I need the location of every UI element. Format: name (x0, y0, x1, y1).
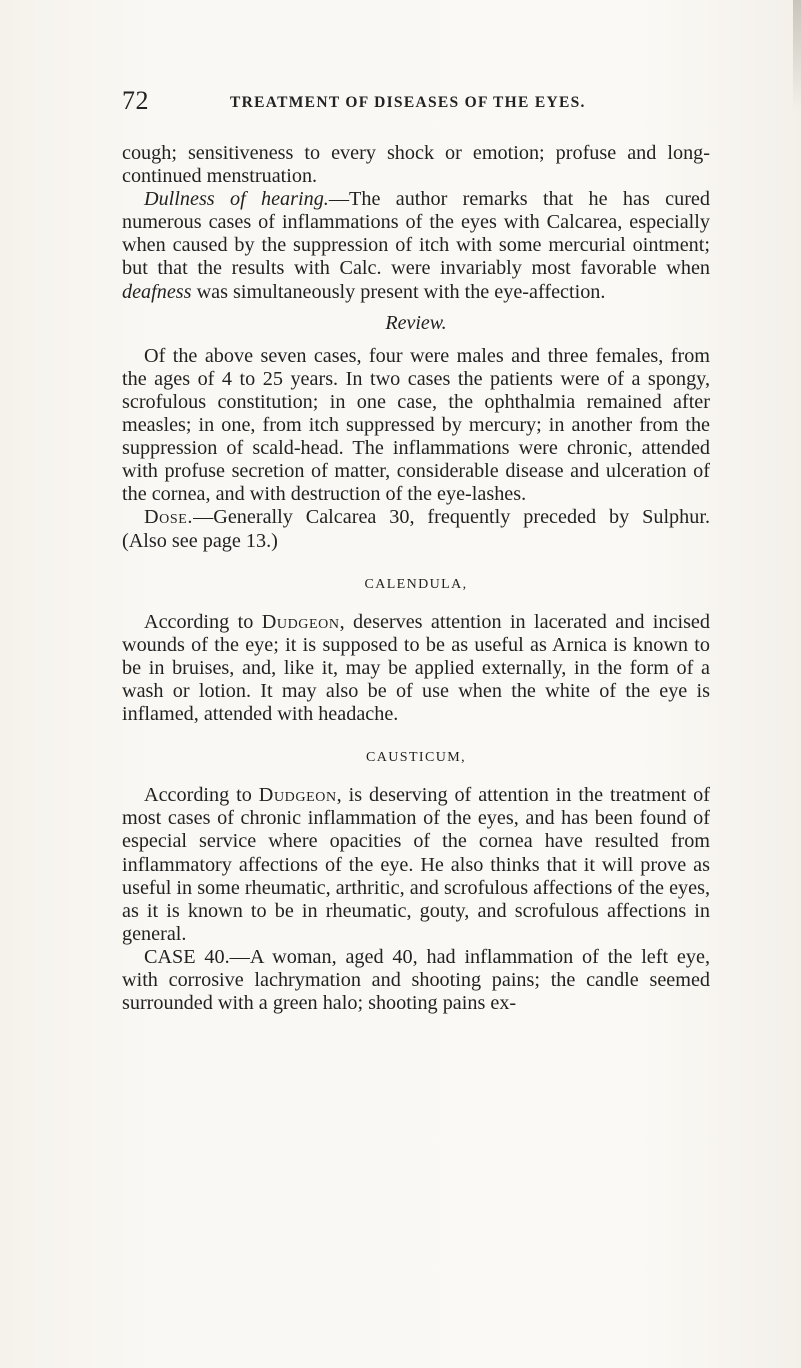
emphasis: deafness (122, 280, 192, 303)
paragraph-label: Dullness of hearing. (144, 188, 329, 211)
paragraph-label: Dose. (144, 506, 194, 529)
paragraph-dullness-of-hearing: Dullness of hearing.—The author remarks that he has cured numerous cases of inflammations of the eyes with Calcarea, especially when caused by the suppression of itch with some mercurial ointment; but that the results with Calc. were invariably most favorable when deafness was simultaneously present with the eye-affection. (122, 188, 710, 303)
page-body (122, 142, 710, 1015)
paragraph-dose: Dose.—Generally Calcarea 30, frequently preceded by Sulphur. (Also see page 13.) (122, 506, 710, 552)
page-header (122, 86, 702, 126)
page-edge-shadow (793, 0, 801, 110)
author-name: Dudgeon (258, 784, 337, 807)
paragraph-case-40: CASE 40.—A woman, aged 40, had inflammation of the left eye, with corrosive lachrymation and shooting pains; the candle seemed surrounded with a green halo; shooting pains ex- (122, 945, 710, 1015)
section-heading-causticum: CAUSTICUM, (366, 750, 466, 766)
running-head: TREATMENT OF DISEASES OF THE EYES. (230, 94, 586, 111)
paragraph-calendula: According to Dudgeon, deserves attention in lacerated and incised wounds of the eye; it is supposed to be as useful as Arnica is known to be in bruises, and, like it, may be applied externally, in the form of a wash or lotion. It may also be of use when the white of the eye is inflamed, attended with headache. (122, 610, 710, 726)
paragraph-causticum: According to Dudgeon, is deserving of attention in the treatment of most cases of chronic inflammation of the eyes, and has been found of especial service where opacities of the cornea have resulted from inflammatory affections of the eye. He also thinks that it will prove as useful in some rheumatic, arthritic, and scrofulous affections of the eyes, as it is known to be in rheumatic, gouty, and scrofulous affections in general. (122, 784, 710, 945)
paragraph-review: Of the above seven cases, four were males and three females, from the ages of 4 to 25 years. In two cases the patients were of a spongy, scrofulous constitution; in one case, the ophthalmia remained after measles; in one, from itch suppressed by mercury; in another from the suppression of scald-head. The inflammations were chronic, attended with profuse secretion of matter, considerable disease and ulceration of the cornea, and with destruction of the eye-lashes. (122, 344, 710, 506)
page-number: 72 (122, 86, 149, 115)
paragraph: cough; sensitiveness to every shock or emotion; profuse and long-continued menstruation. (122, 142, 710, 188)
section-heading-calendula: CALENDULA, (364, 576, 468, 592)
author-name: Dudgeon (261, 610, 340, 633)
section-heading-review: Review. (385, 311, 447, 334)
